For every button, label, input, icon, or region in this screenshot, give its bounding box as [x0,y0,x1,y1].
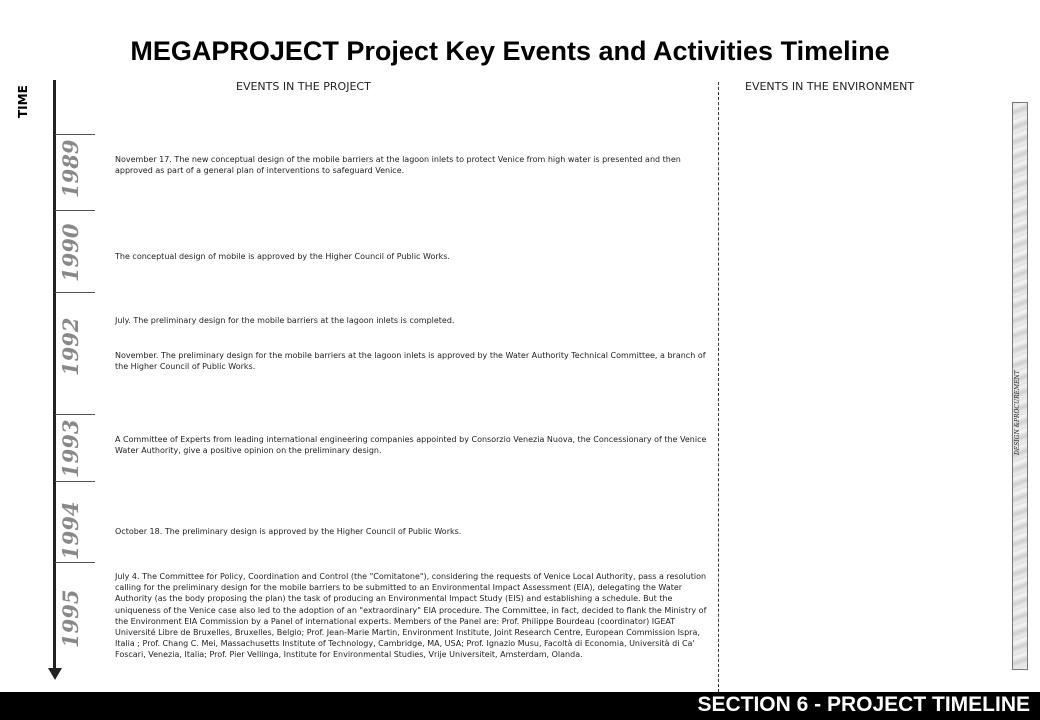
year-label: 1993 [58,419,83,478]
year-label: 1990 [58,223,83,282]
project-event: October 18. The preliminary design is approved by the Higher Council of Public Works. [115,527,462,536]
time-axis-label: TIME [16,85,30,118]
project-event: The conceptual design of mobile is approved by the Higher Council of Public Works. [115,252,450,261]
project-events-header: EVENTS IN THE PROJECT [236,80,371,93]
year-tick [55,210,95,211]
year-tick [55,562,95,563]
year-label: 1989 [58,139,83,198]
year-tick [55,414,95,415]
phase-label: DESIGN &PROCUREMENT [1014,370,1021,455]
project-event: November. The preliminary design for the mobile barriers at the lagoon inlets is approved by the Water Authority Technical Committee, a branch of the Higher Council of Public Works. [115,351,706,372]
time-axis [53,80,56,670]
project-event: July 4. The Committee for Policy, Coordination and Control (the "Comitatone"), considering the requests of Venice Local Authority, pass a resolution calling for the preliminary design for the mobile barriers to be submitted to an Environmental Impact Assessment (EIA), delegating the Water Authority (as the body proposing the plan) the task of producing an Environmental Impact Study (EIS) and establishing a schedule. But the uniqueness of the Venice case also led to the adoption of an "extraordinary" EIA procedure. The Committee, in fact, decided to flank the Ministry of the Environment EIA Commission by a Panel of international experts. Members of the Panel are: Prof. Philippe Bourdeau (coordinator) IGEAT Université Libre de Bruxelles, Bruxelles, Belgio; Prof. Jean-Marie Martin, Environment Institute, Joint Research Centre, European Commission Ispra, Italia ; Prof. Chang C. Mei, Massachusetts Institute of Technology, Cambridge, MA, USA; Prof. Ignazio Musu, Facoltà di Economia, Università di Ca' Foscari, Venezia, Italia; Prof. Pier Vellinga, Institute for Environmental Studies, Vrije Universiteit, Amsterdam, Olanda. [115,572,707,660]
year-label: 1992 [58,317,83,376]
section-footer [0,692,1040,720]
column-divider [718,82,719,692]
year-label: 1994 [58,501,83,560]
year-tick [55,134,95,135]
environment-events-header: EVENTS IN THE ENVIRONMENT [745,80,915,93]
year-tick [55,481,95,482]
project-event: July. The preliminary design for the mobile barriers at the lagoon inlets is completed. [115,316,455,325]
section-title: SECTION 6 - PROJECT TIMELINE [697,693,1030,716]
project-event: November 17. The new conceptual design of the mobile barriers at the lagoon inlets to protect Venice from high water is presented and then approved as part of a general plan of interventions to safeguard Venice. [115,155,681,176]
project-event: A Committee of Experts from leading international engineering companies appointed by Consorzio Venezia Nuova, the Concessionary of the Venice Water Authority, give a positive opinion on the preliminary design. [115,435,707,456]
year-label: 1995 [58,589,83,648]
page-title: MEGAPROJECT Project Key Events and Activities Timeline [130,36,890,66]
time-axis-arrow-icon [48,668,62,680]
year-tick [55,292,95,293]
